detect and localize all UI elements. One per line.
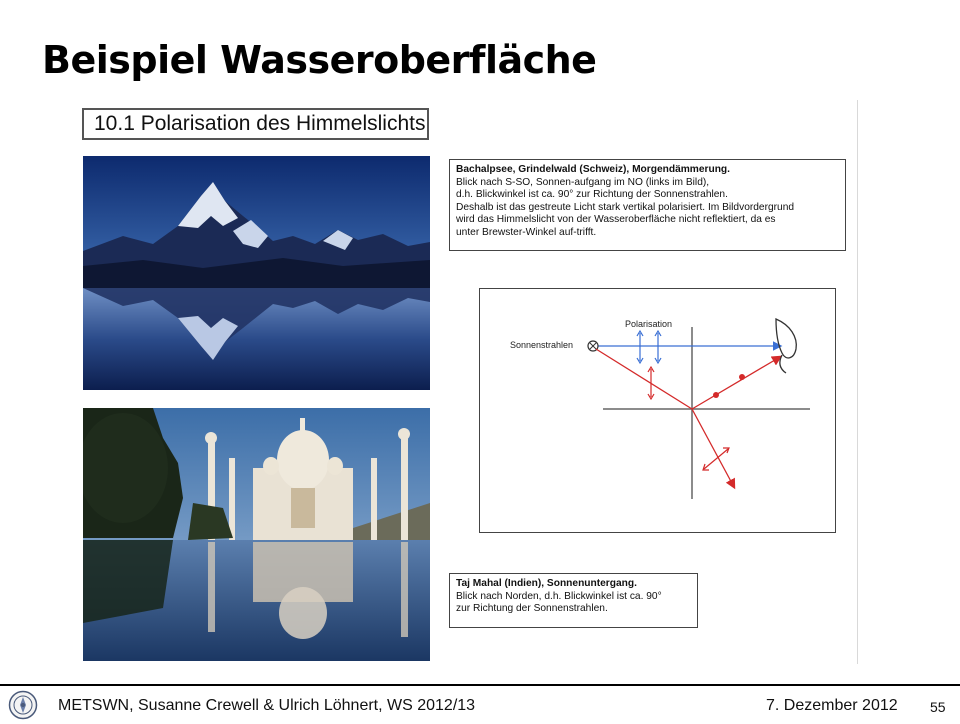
section-title-box	[82, 108, 429, 140]
caption-line: d.h. Blickwinkel ist ca. 90° zur Richtung der Sonnenstrahlen.	[456, 189, 728, 201]
page-number: 55	[930, 699, 946, 715]
diagram-label-polarisation: Polarisation	[625, 319, 673, 329]
caption-taj-mahal	[449, 573, 698, 628]
caption-line: Deshalb ist das gestreute Licht stark vertikal polarisiert. Im Bildvordergrund	[456, 201, 795, 213]
slide-title: Beispiel Wasseroberfläche	[42, 38, 597, 82]
caption-line: Blick nach Norden, d.h. Blickwinkel ist ca. 90°	[456, 590, 662, 602]
caption-heading: Taj Mahal (Indien), Sonnenuntergang.	[456, 578, 637, 589]
taj-mahal-photo	[83, 408, 430, 661]
footer-course-info: METSWN, Susanne Crewell & Ulrich Löhnert, WS 2012/13	[58, 697, 476, 714]
university-logo	[8, 690, 38, 720]
caption-line: Blick nach S-SO, Sonnen-aufgang im NO (links im Bild),	[456, 176, 710, 188]
diagram-label-sonnenstrahlen: Sonnenstrahlen	[510, 340, 574, 350]
caption-bachalpsee	[449, 159, 846, 251]
caption-heading: Bachalpsee, Grindelwald (Schweiz), Morgendämmerung.	[456, 164, 730, 175]
caption-line: wird das Himmelslicht von der Wasseroberfläche nicht reflektiert, da es	[456, 214, 776, 226]
footer-date: 7. Dezember 2012	[766, 697, 898, 714]
brewster-diagram	[479, 288, 836, 533]
scan-edge-line	[857, 100, 858, 664]
scanned-figure	[82, 100, 858, 664]
caption-line: unter Brewster-Winkel auf-trifft.	[456, 226, 597, 238]
mountain-lake-photo	[83, 156, 430, 390]
footer-divider	[0, 684, 960, 686]
caption-line: zur Richtung der Sonnenstrahlen.	[456, 603, 608, 615]
section-title: 10.1 Polarisation des Himmelslichts	[94, 112, 426, 135]
